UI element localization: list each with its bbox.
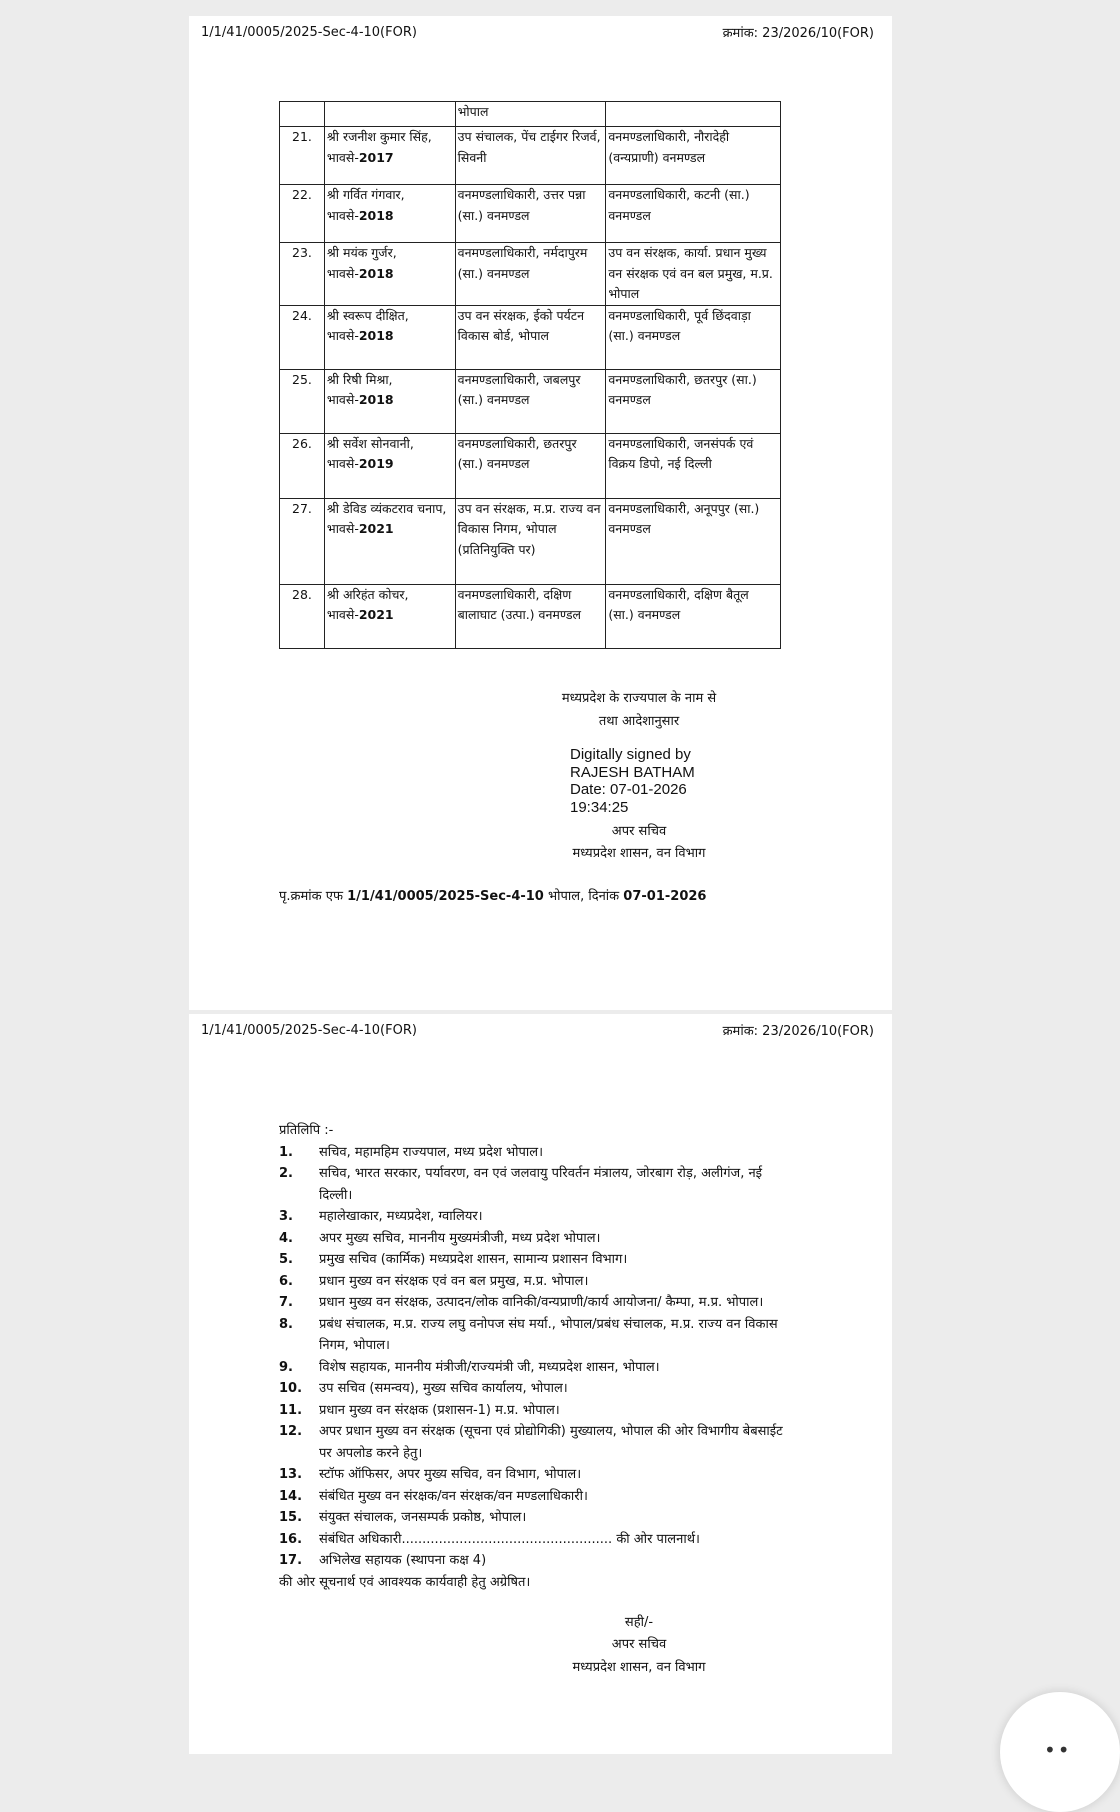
list-item: 7. प्रधान मुख्य वन संरक्षक, उत्पादन/लोक वानिकी/वन्यप्राणी/कार्य आयोजना/ कैम्पा, म.प्र. भोपाल।	[279, 1295, 764, 1310]
document-page-1	[189, 16, 892, 1010]
order-number: क्रमांक: 23/2026/10(FOR)	[722, 26, 874, 41]
new-post-cell: वनमण्डलाधिकारी, अनूपपुर (सा.) वनमण्डल	[606, 498, 781, 584]
table-row	[280, 498, 781, 584]
transfer-table	[279, 101, 781, 649]
file-number: 1/1/41/0005/2025-Sec-4-10(FOR)	[201, 24, 417, 40]
officer-cell: श्री स्वरूप दीक्षित, भावसे-2018	[324, 305, 455, 369]
table-row	[280, 127, 781, 185]
serial-cell: 23.	[280, 243, 325, 306]
new-post-cell: वनमण्डलाधिकारी, दक्षिण बैतूल (सा.) वनमण्डल	[606, 584, 781, 648]
list-item: 3. महालेखाकार, मध्यप्रदेश, ग्वालियर।	[279, 1209, 483, 1224]
officer-cell: श्री रजनीश कुमार सिंह, भावसे-2017	[324, 127, 455, 185]
table-cell: भोपाल	[455, 102, 606, 127]
current-post-cell: वनमण्डलाधिकारी, छतरपुर (सा.) वनमण्डल	[455, 433, 606, 498]
list-item: 13. स्टॉफ ऑफिसर, अपर मुख्य सचिव, वन विभाग, भोपाल।	[279, 1467, 582, 1482]
new-post-cell: उप वन संरक्षक, कार्या. प्रधान मुख्य वन संरक्षक एवं वन बल प्रमुख, म.प्र. भोपाल	[606, 243, 781, 306]
copy-title: प्रतिलिपि :-	[279, 1123, 334, 1138]
table-row	[280, 369, 781, 433]
serial-cell: 21.	[280, 127, 325, 185]
designation: अपर सचिव	[611, 824, 667, 839]
list-item: 6. प्रधान मुख्य वन संरक्षक एवं वन बल प्रमुख, म.प्र. भोपाल।	[279, 1273, 589, 1289]
copy-list	[279, 1120, 799, 1593]
table-row	[280, 433, 781, 498]
officer-cell: श्री गर्वित गंगवार, भावसे-2018	[324, 185, 455, 243]
document-page-2	[189, 1014, 892, 1754]
page-header	[189, 16, 892, 48]
serial-cell: 22.	[280, 185, 325, 243]
serial-cell: 24.	[280, 305, 325, 369]
list-item: 4. अपर मुख्य सचिव, माननीय मुख्यमंत्रीजी, मध्य प्रदेश भोपाल।	[279, 1230, 601, 1246]
serial-cell: 25.	[280, 369, 325, 433]
serial-cell: 28.	[280, 584, 325, 648]
list-item: 17. अभिलेख सहायक (स्थापना कक्ष 4)	[279, 1553, 487, 1568]
list-item: 15. संयुक्त संचालक, जनसम्पर्क प्रकोष्ठ, भोपाल।	[279, 1510, 527, 1525]
officer-cell: श्री डेविड व्यंकटराव चनाप, भावसे-2021	[324, 498, 455, 584]
table-row	[280, 102, 781, 127]
list-item: 9. विशेष सहायक, माननीय मंत्रीजी/राज्यमंत्री जी, मध्यप्रदेश शासन, भोपाल।	[279, 1359, 660, 1375]
page-header	[189, 1014, 892, 1046]
new-post-cell: वनमण्डलाधिकारी, छतरपुर (सा.) वनमण्डल	[606, 369, 781, 433]
officer-cell: श्री मयंक गुर्जर, भावसे-2018	[324, 243, 455, 306]
list-item: 11. प्रधान मुख्य वन संरक्षक (प्रशासन-1) म.प्र. भोपाल।	[279, 1402, 560, 1418]
list-item: 8. प्रबंध संचालक, म.प्र. राज्य लघु वनोपज संघ मर्या., भोपाल/प्रबंध संचालक, म.प्र. राज्य वन विकास निगम, भोपाल।	[279, 1316, 778, 1353]
new-post-cell: वनमण्डलाधिकारी, कटनी (सा.) वनमण्डल	[606, 185, 781, 243]
table-row	[280, 584, 781, 648]
order-number: क्रमांक: 23/2026/10(FOR)	[722, 1024, 874, 1039]
digital-signature: Digitally signed by RAJESH BATHAM Date: 07-01-2026 19:34:25	[570, 746, 695, 816]
more-dots-icon: ••	[1044, 1738, 1072, 1762]
current-post-cell: वनमण्डलाधिकारी, उत्तर पन्ना (सा.) वनमण्डल	[455, 185, 606, 243]
current-post-cell: वनमण्डलाधिकारी, जबलपुर (सा.) वनमण्डल	[455, 369, 606, 433]
list-item: 5. प्रमुख सचिव (कार्मिक) मध्यप्रदेश शासन, सामान्य प्रशासन विभाग।	[279, 1252, 628, 1267]
reference-line: पृ.क्रमांक एफ 1/1/41/0005/2025-Sec-4-10 भोपाल, दिनांक 07-01-2026	[279, 889, 707, 904]
new-post-cell: वनमण्डलाधिकारी, पूर्व छिंदवाड़ा (सा.) वनमण्डल	[606, 305, 781, 369]
list-item: 14. संबंधित मुख्य वन संरक्षक/वन संरक्षक/वन मण्डलाधिकारी।	[279, 1488, 588, 1504]
table-row	[280, 185, 781, 243]
list-item: 1. सचिव, महामहिम राज्यपाल, मध्य प्रदेश भोपाल।	[279, 1144, 543, 1160]
serial-cell: 26.	[280, 433, 325, 498]
table-row	[280, 243, 781, 306]
copy-closing: की ओर सूचनार्थ एवं आवश्यक कार्यवाही हेतु अग्रेषित।	[279, 1574, 531, 1590]
list-item: 10. उप सचिव (समन्वय), मुख्य सचिव कार्यालय, भोपाल।	[279, 1381, 568, 1396]
serial-cell: 27.	[280, 498, 325, 584]
department: मध्यप्रदेश शासन, वन विभाग	[572, 1660, 706, 1675]
file-number: 1/1/41/0005/2025-Sec-4-10(FOR)	[201, 1022, 417, 1038]
current-post-cell: उप वन संरक्षक, म.प्र. राज्य वन विकास निगम, भोपाल (प्रतिनियुक्ति पर)	[455, 498, 606, 584]
order-line-2: तथा आदेशानुसार	[598, 714, 680, 729]
department: मध्यप्रदेश शासन, वन विभाग	[572, 846, 706, 861]
officer-cell: श्री अरिहंत कोचर, भावसे-2021	[324, 584, 455, 648]
current-post-cell: वनमण्डलाधिकारी, नर्मदापुरम (सा.) वनमण्डल	[455, 243, 606, 306]
current-post-cell: उप संचालक, पेंच टाईगर रिजर्व, सिवनी	[455, 127, 606, 185]
officer-cell: श्री रिषी मिश्रा, भावसे-2018	[324, 369, 455, 433]
new-post-cell: वनमण्डलाधिकारी, नौरादेही (वन्यप्राणी) वनमण्डल	[606, 127, 781, 185]
officer-cell: श्री सर्वेश सोनवानी, भावसे-2019	[324, 433, 455, 498]
list-item: 2. सचिव, भारत सरकार, पर्यावरण, वन एवं जलवायु परिवर्तन मंत्रालय, जोरबाग रोड़, अलीगंज, नई दिल्ली।	[279, 1166, 763, 1203]
signed-mark: सही/-	[624, 1615, 654, 1630]
designation: अपर सचिव	[611, 1637, 667, 1652]
list-item: 12. अपर प्रधान मुख्य वन संरक्षक (सूचना एवं प्रोद्योगिकी) मुख्यालय, भोपाल की ओर विभागीय बेबसाईट पर अपलोड करने हेतु।	[279, 1424, 783, 1461]
table-row	[280, 305, 781, 369]
new-post-cell: वनमण्डलाधिकारी, जनसंपर्क एवं विक्रय डिपो, नई दिल्ली	[606, 433, 781, 498]
order-line-1: मध्यप्रदेश के राज्यपाल के नाम से	[561, 691, 717, 706]
current-post-cell: उप वन संरक्षक, ईको पर्यटन विकास बोर्ड, भोपाल	[455, 305, 606, 369]
more-options-button[interactable]	[1000, 1692, 1120, 1812]
list-item: 16. संबंधित अधिकारी................................................... की ओर पालनार्थ।	[279, 1531, 700, 1547]
current-post-cell: वनमण्डलाधिकारी, दक्षिण बालाघाट (उत्पा.) वनमण्डल	[455, 584, 606, 648]
